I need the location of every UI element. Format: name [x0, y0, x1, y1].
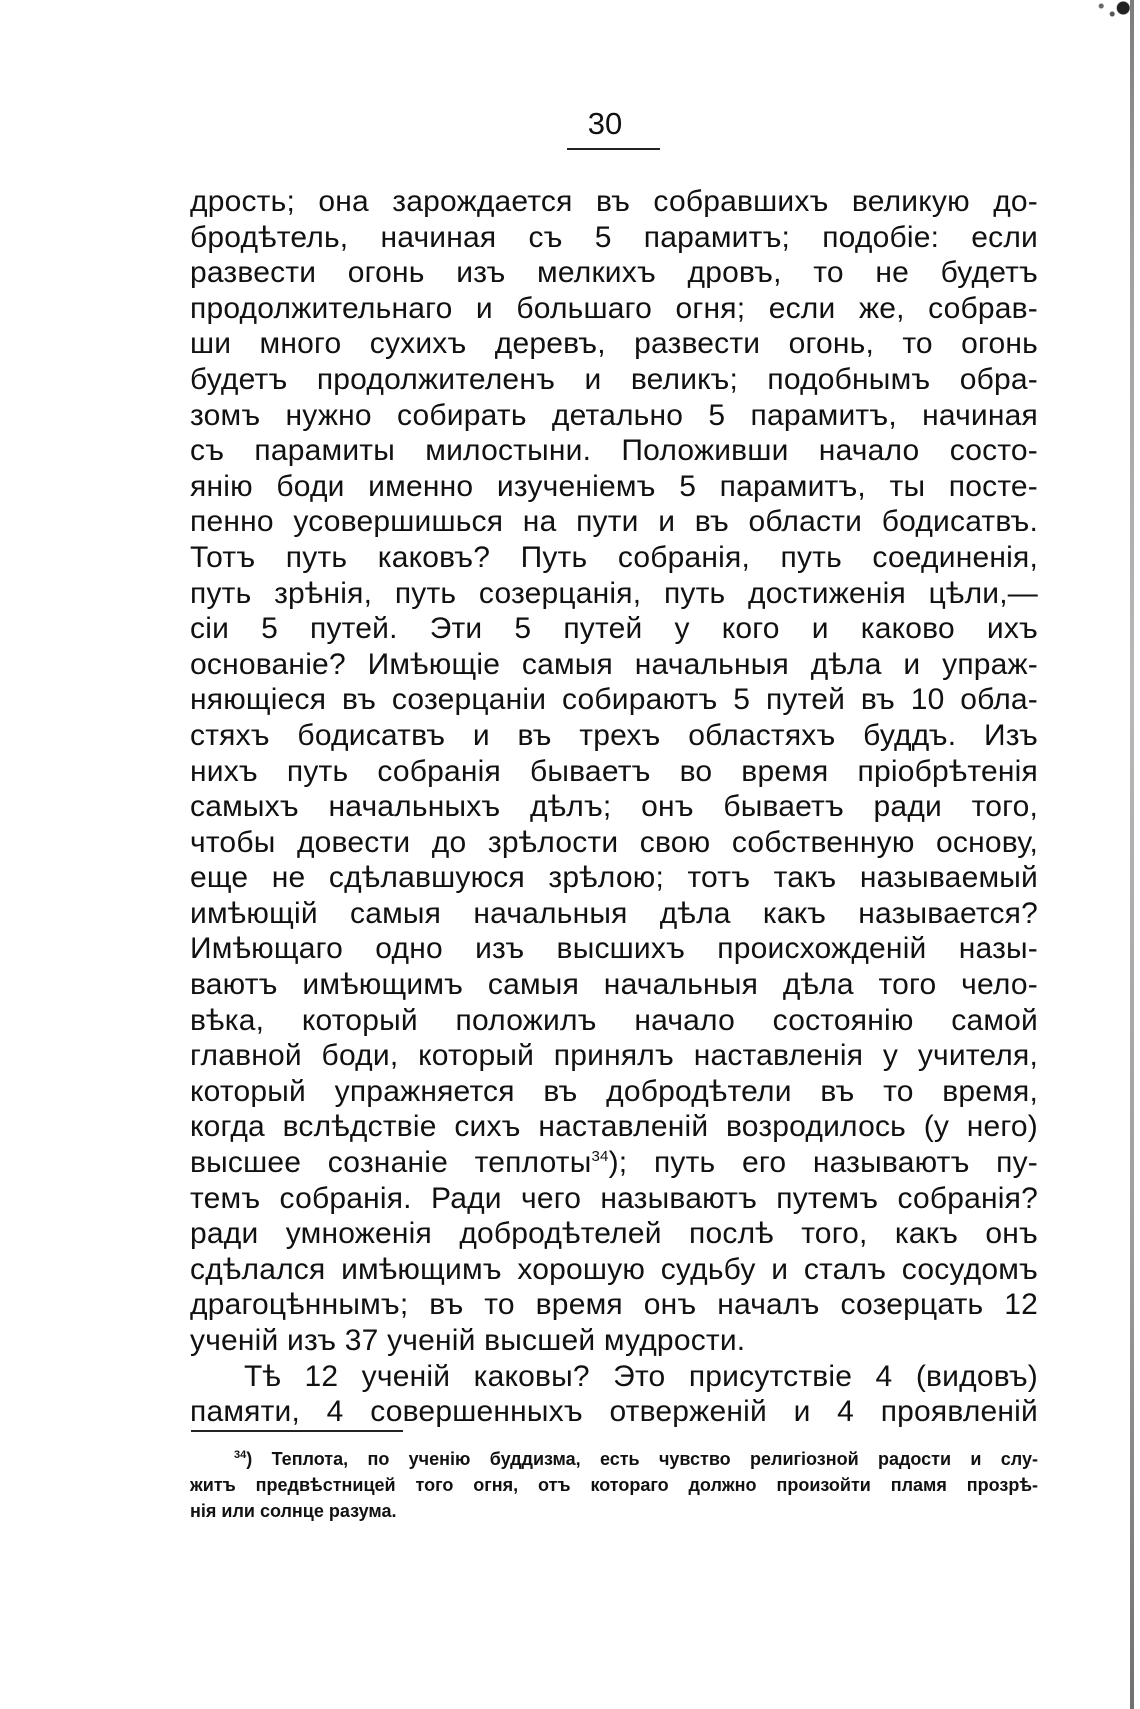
footnote-line: житъ предвѣстницей того огня, отъ котораго должно произойти пламя прозрѣ- [190, 1475, 1038, 1495]
text-fragment: ); путь его называютъ пу- [608, 1146, 1038, 1180]
text-line: сдѣлался имѣющимъ хорошую судьбу и сталъ сосудомъ [190, 1252, 1038, 1286]
footnote-ref[interactable]: 34 [591, 1148, 609, 1166]
text-fragment: высшее сознаніе теплоты [190, 1146, 592, 1180]
text-line: имѣющій самыя начальныя дѣла какъ называется? [190, 896, 1038, 930]
footnote-rule [191, 1430, 403, 1432]
footnote-marker: 34 [234, 1449, 247, 1461]
text-line: продолжительнаго и большаго огня; если же, собрав- [190, 291, 1038, 325]
text-line: бродѣтель, начиная съ 5 парамитъ; подобіе: если [190, 220, 1038, 254]
text-line: еще не сдѣлавшуюся зрѣлою; тотъ такъ называемый [190, 861, 1038, 895]
text-line: ради умноженія добродѣтелей послѣ того, какъ онъ [190, 1217, 1038, 1251]
text-line: ученій изъ 37 ученій высшей мудрости. [190, 1324, 746, 1357]
text-line: чтобы довести до зрѣлости свою собственную основу, [190, 825, 1038, 859]
text-line: стяхъ бодисатвъ и въ трехъ областяхъ буддъ. Изъ [190, 718, 1038, 752]
page-number: 30 [587, 106, 623, 141]
page-number-rule [567, 148, 660, 150]
text-line: путь зрѣнія, путь созерцанія, путь достиженія цѣли,— [190, 576, 1038, 610]
text-line: янію боди именно изученіемъ 5 парамитъ, ты посте- [190, 469, 1038, 503]
corner-speck [1088, 0, 1132, 40]
footnote [190, 1446, 1038, 1524]
text-line: основаніе? Имѣющіе самыя начальныя дѣла и упраж- [190, 647, 1038, 681]
text-line: ваютъ имѣющимъ самыя начальныя дѣла того чело- [190, 968, 1038, 1002]
text-line: памяти, 4 совершенныхъ отверженій и 4 проявленій [190, 1395, 1038, 1429]
text-line: драгоцѣннымъ; въ то время онъ началъ созерцать 12 [190, 1288, 1038, 1322]
text-line: Имѣющаго одно изъ высшихъ происхожденій назы- [190, 932, 1038, 966]
footnote-text: Теплота, по ученію буддизма, есть чувство религіозной радости и слу- [271, 1449, 1038, 1469]
footnote-line [190, 1446, 1038, 1472]
text-line: сіи 5 путей. Эти 5 путей у кого и каково ихъ [190, 612, 1038, 646]
text-line: нихъ путь собранія бываетъ во время пріобрѣтенія [190, 754, 1038, 788]
text-line: самыхъ начальныхъ дѣлъ; онъ бываетъ ради того, [190, 790, 1038, 824]
text-line: Тотъ путь каковъ? Путь собранія, путь соединенія, [190, 540, 1038, 574]
text-line: ши много сухихъ деревъ, развести огонь, то огонь [190, 327, 1038, 361]
text-line: пенно усовершишься на пути и въ области бодисатвъ. [190, 505, 1038, 539]
text-line: дрость; она зарождается въ собравшихъ великую до- [190, 185, 1038, 218]
text-line: съ парамиты милостыни. Положивши начало состо- [190, 434, 1038, 468]
text-line: Тѣ 12 ученій каковы? Это присутствіе 4 (видовъ) [244, 1359, 1038, 1393]
text-line: темъ собранія. Ради чего называютъ путемъ собранія? [190, 1181, 1038, 1215]
text-line: няющіеся въ созерцаніи собираютъ 5 путей въ 10 обла- [190, 683, 1038, 717]
text-line: развести огонь изъ мелкихъ дровъ, то не будетъ [190, 256, 1038, 290]
body-text [190, 184, 1038, 1430]
text-line: зомъ нужно собирать детально 5 парамитъ, начиная [190, 398, 1038, 432]
text-line: когда вслѣдствіе сихъ наставленій возродилось (у него) [190, 1110, 1038, 1144]
text-line: который упражняется въ добродѣтели въ то время, [190, 1074, 1038, 1108]
page-edge [1130, 0, 1134, 1709]
text-line: главной боди, который принялъ наставленія у учителя, [190, 1039, 1038, 1073]
footnote-marker-paren: ) [246, 1449, 253, 1469]
footnote-line: нія или солнце разума. [190, 1501, 397, 1521]
text-line: будетъ продолжителенъ и великъ; подобнымъ обра- [190, 362, 1038, 396]
text-line-with-footnote-ref [190, 1145, 1038, 1181]
text-line: вѣка, который положилъ начало состоянію самой [190, 1003, 1038, 1037]
